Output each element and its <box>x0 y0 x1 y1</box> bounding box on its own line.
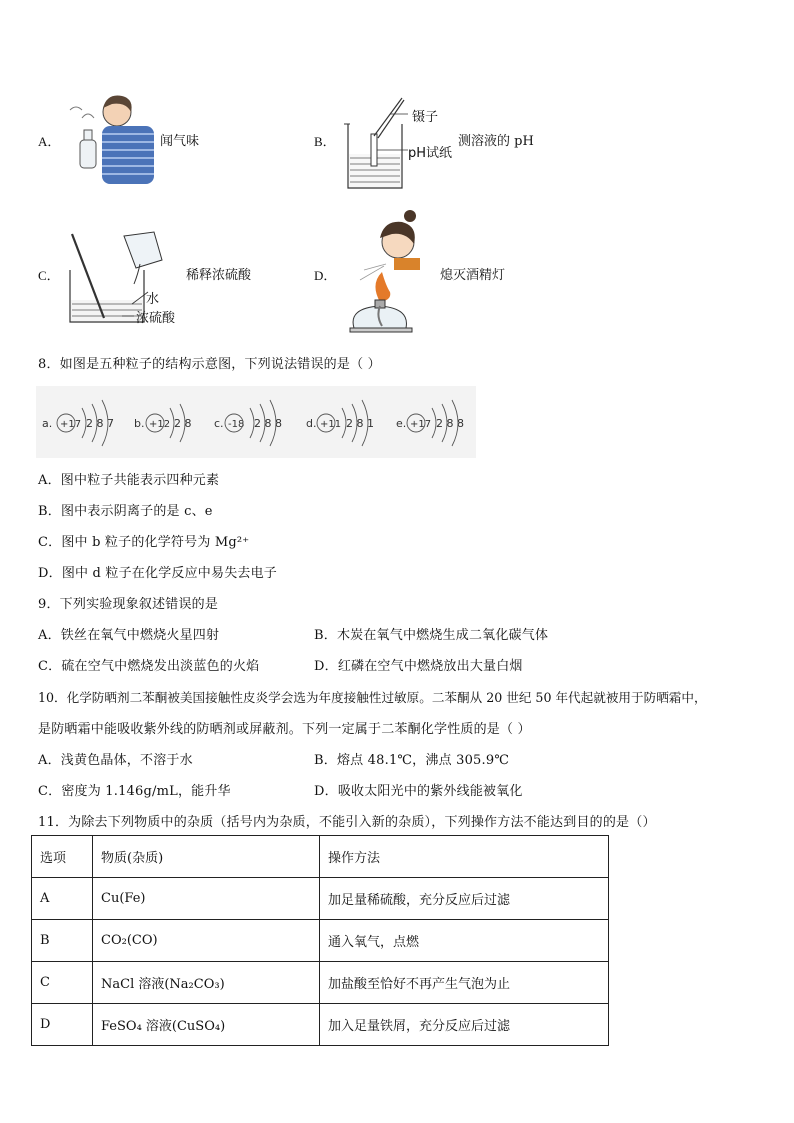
q9-option-c: C．硫在空气中燃烧发出淡蓝色的火焰 <box>38 659 260 674</box>
q7-option-c-label: 稀释浓硫酸 <box>186 268 252 283</box>
cell-substance: Cu(Fe) <box>93 878 320 920</box>
q7-option-b-letter: B． <box>314 134 336 149</box>
q8-option-d: D．图中 d 粒子在化学反应中易失去电子 <box>38 566 278 581</box>
q9-stem: 9．下列实验现象叙述错误的是 <box>38 597 219 612</box>
water-label: 水 <box>146 292 160 307</box>
particle-e-shells: 2 8 8 <box>436 417 464 430</box>
q10-stem-line1: 10．化学防晒剂二苯酮被美国接触性皮炎学会选为年度接触性过敏原。二苯酮从 20 世纪 50 年代起就被用于防晒霜中， <box>38 690 707 705</box>
header-option: 选项 <box>32 836 93 878</box>
q7-option-b-label: 测溶液的 pH <box>458 134 534 149</box>
table-row <box>32 962 609 1004</box>
header-substance: 物质(杂质) <box>93 836 320 878</box>
cell-substance: FeSO₄ 溶液(CuSO₄) <box>93 1004 320 1046</box>
cell-option: A <box>32 878 93 920</box>
cell-option: B <box>32 920 93 962</box>
particle-c-tag: c. <box>214 417 224 430</box>
smelling-figure <box>62 90 162 190</box>
cell-option: C <box>32 962 93 1004</box>
q10-option-b: B．熔点 48.1℃，沸点 305.9℃ <box>314 753 510 768</box>
particle-a-nucleus: +17 <box>60 419 82 430</box>
q7-option-d-letter: D． <box>314 268 337 283</box>
q9-option-a: A．铁丝在氧气中燃烧火星四射 <box>38 628 220 643</box>
table-row <box>32 920 609 962</box>
cell-method: 加足量稀硫酸，充分反应后过滤 <box>320 878 609 920</box>
cell-method: 通入氧气，点燃 <box>320 920 609 962</box>
q8-option-b: B．图中表示阴离子的是 c、e <box>38 504 213 519</box>
q7-option-a-label: 闻气味 <box>160 134 200 149</box>
extinguish-lamp-figure <box>340 206 436 342</box>
particle-a-tag: a. <box>42 417 53 430</box>
q8-stem: 8．如图是五种粒子的结构示意图，下列说法错误的是（ ） <box>38 357 381 372</box>
cell-option: D <box>32 1004 93 1046</box>
q10-option-d: D．吸收太阳光中的紫外线能被氧化 <box>314 784 523 799</box>
table-row <box>32 1004 609 1046</box>
q10-option-a: A．浅黄色晶体，不溶于水 <box>38 753 193 768</box>
q11-stem: 11．为除去下列物质中的杂质（括号内为杂质，不能引入新的杂质），下列操作方法不能达到目的的是（） <box>38 815 656 830</box>
header-method: 操作方法 <box>320 836 609 878</box>
particle-b-nucleus: +12 <box>149 419 171 430</box>
particle-d-tag: d. <box>306 417 317 430</box>
q7-option-a-letter: A． <box>38 134 61 149</box>
table-header-row <box>32 836 609 878</box>
q8-option-c: C．图中 b 粒子的化学符号为 Mg²⁺ <box>38 535 250 550</box>
q8-option-a: A．图中粒子共能表示四种元素 <box>38 473 220 488</box>
ph-test-figure <box>340 96 410 192</box>
table-row <box>32 878 609 920</box>
q9-option-b: B．木炭在氧气中燃烧生成二氧化碳气体 <box>314 628 549 643</box>
q7-option-c-letter: C． <box>38 268 60 283</box>
q10-stem-line2: 是防晒霜中能吸收紫外线的防晒剂或屏蔽剂。下列一定属于二苯酮化学性质的是（ ） <box>38 722 531 737</box>
particle-structure-diagram <box>36 386 476 458</box>
cell-substance: NaCl 溶液(Na₂CO₃) <box>93 962 320 1004</box>
particle-c-shells: 2 8 8 <box>254 417 282 430</box>
cell-method: 加入足量铁屑，充分反应后过滤 <box>320 1004 609 1046</box>
cell-substance: CO₂(CO) <box>93 920 320 962</box>
cell-method: 加盐酸至恰好不再产生气泡为止 <box>320 962 609 1004</box>
ph-paper-label: pH试纸 <box>408 146 453 161</box>
particle-d-nucleus: +11 <box>320 419 342 430</box>
q9-option-d: D．红磷在空气中燃烧放出大量白烟 <box>314 659 523 674</box>
conc-acid-label: 浓硫酸 <box>136 311 176 326</box>
particle-e-nucleus: +17 <box>410 419 432 430</box>
impurity-removal-table <box>31 835 609 1046</box>
q7-option-d-label: 熄灭酒精灯 <box>440 268 506 283</box>
particle-b-shells: 2 8 <box>174 417 192 430</box>
particle-b-tag: b. <box>134 417 145 430</box>
particle-a-shells: 2 8 7 <box>86 417 114 430</box>
particle-e-tag: e. <box>396 417 407 430</box>
tweezers-label: 镊子 <box>412 110 439 125</box>
particle-d-shells: 2 8 1 <box>346 417 374 430</box>
particle-c-nucleus: -18 <box>228 419 245 430</box>
q10-option-c: C．密度为 1.146g/mL，能升华 <box>38 784 231 799</box>
